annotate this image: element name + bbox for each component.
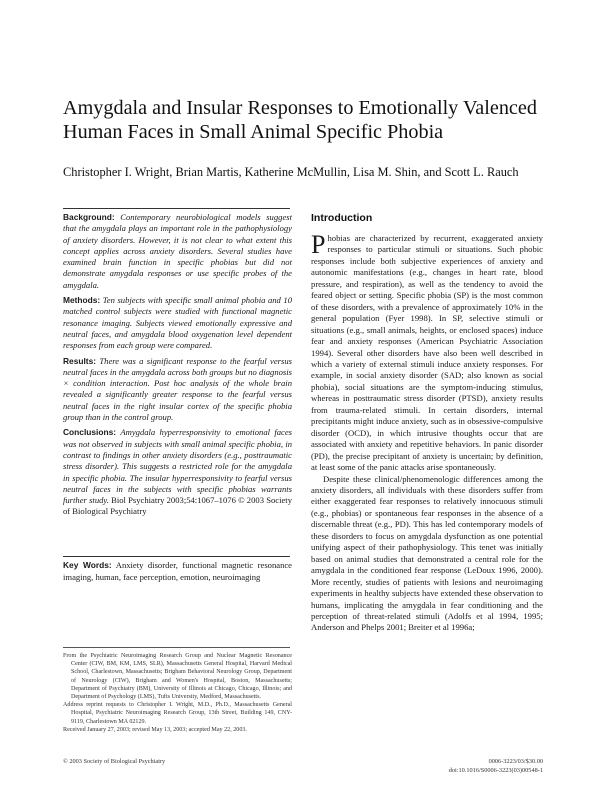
footer-copyright: © 2003 Society of Biological Psychiatry — [63, 758, 166, 765]
affiliations — [63, 652, 292, 734]
keywords-rule — [63, 556, 290, 557]
affiliation-received: Received January 27, 2003; revised May 13, 2003; accepted May 22, 2003. — [63, 726, 247, 733]
abstract-top-rule — [63, 208, 290, 209]
footer-issn: 0006-3223/03/$30.00 — [488, 758, 543, 765]
abstract-methods — [63, 295, 292, 351]
drop-cap: P — [311, 230, 326, 259]
keywords-text: Anxiety disorder, functional magnetic resonance imaging, human, face perception, emotion, neuroimaging — [63, 560, 292, 582]
abstract-background-label: Background: — [63, 212, 115, 222]
introduction-body — [311, 230, 543, 634]
abstract-conclusions-text: Amygdala hyperresponsivity to emotional faces was not observed in subjects with small animal specific phobia, in contrast to findings in other anxiety disorders (e.g., posttraumatic stress disorder). This suggests a restricted role for the amygdala in specific phobia. The insular hyperresponsivity to fearful versus neutral faces in the subjects with specific phobias warrants further study. — [63, 427, 292, 506]
affiliation-address: Address reprint requests to Christopher I. Wright, M.D., Ph.D., Massachusetts General Hospital, Psychiatric Neuroimaging Research Group, 13th Street, Building 149, CNY-9119, Charlestown MA 02129. — [63, 702, 292, 725]
keywords-label: Key Words: — [63, 560, 112, 570]
affiliation-rule — [63, 647, 290, 648]
abstract-background-text: Contemporary neurobiological models suggest that the amygdala plays an important role in the pathophysiology of anxiety disorders. However, it is not clear to what extent this concept applies across anxiety disorders. Several studies have examined brain function in specific phobias but did not demonstrate amygdala responses or use specific probes of the amygdala. — [63, 212, 292, 290]
abstract-citation: Biol Psychiatry 2003;54:1067–1076 © 2003 Society of Biological Psychiatry — [63, 495, 292, 517]
abstract-results — [63, 356, 292, 424]
article-title: Amygdala and Insular Responses to Emotionally Valenced Human Faces in Small Animal Specific Phobia — [63, 97, 537, 143]
abstract-conclusions-label: Conclusions: — [63, 427, 117, 438]
footer-doi: doi:10.1016/S0006-3223(03)00548-1 — [448, 766, 543, 774]
introduction-paragraph-2: Despite these clinical/phenomenologic differences among the anxiety disorders, all individuals with these disorders suffer from either exaggerated fear responses to relatively innocuous stimuli (e.g., phobias) or spontaneous fear responses in the absence of a discernable threat (e.g., PD). This has led contemporary models of these disorders to focus on amygdala dysfunction as one potential unifying aspect of their pathophysiology. This tenet was initially based on animal studies that demonstrated a central role for the amygdala in the conditioned fear response (LeDoux 1996, 2000). More recently, studies of patients with lesions and neuroimaging experiments in healthy subjects have extended these observation to humans, implicating the amygdala in fear conditioning and the perception of threat-related stimuli (Adolfs et al 1994, 1995; Anderson and Phelps 2001; Breiter et al 1996a; — [311, 473, 543, 633]
abstract-conclusions — [63, 427, 292, 517]
abstract-methods-label: Methods: — [63, 295, 101, 306]
abstract-methods-text: Ten subjects with specific small animal phobia and 10 matched control subjects were studied with functional magnetic resonance imaging. Subjects viewed emotionally expressive and neutral faces, and amygdala blood oxygenation level dependent responses from each group were compared. — [63, 295, 292, 351]
abstract — [63, 212, 292, 522]
abstract-results-label: Results: — [63, 355, 97, 366]
keywords — [63, 560, 292, 583]
footer-identifiers — [400, 758, 543, 775]
affiliation-from: From the Psychiatric Neuroimaging Research Group and Nuclear Magnetic Resonance Center (CIW, BM, KM, LMS, SLR), Massachusetts General Hospital, Harvard Medical School, Charlestown, Massachusetts; Brigham Behavioral Neurology Group, Department of Neurology (CIW), Brigham and Women's Hospital, Boston, Massachusetts; Department of Psychiatry (BM), University of Illinois at Chicago, Chicago, Illinois; and Department of Psychology (LMS), Tufts University, Medford, Massachusetts. — [63, 653, 292, 701]
author-list: Christopher I. Wright, Brian Martis, Katherine McMullin, Lisa M. Shin, and Scott L. Rauch — [63, 165, 519, 179]
abstract-background — [63, 212, 292, 291]
abstract-results-text: There was a significant response to the fearful versus neutral faces in the amygdala across both groups but no diagnosis × condition interaction. Post hoc analysis of the whole brain revealed a significantly greater response to the fearful versus neutral faces in the right insular cortex of the specific phobia group than in the control group. — [63, 355, 292, 423]
introduction-heading: Introduction — [311, 212, 373, 224]
introduction-paragraph-1 — [311, 230, 543, 474]
introduction-paragraph-1-text: hobias are characterized by recurrent, exaggerated anxiety responses to particular stimuli or situations. Such phobic responses include both subjective experiences of anxiety and autonomic manifestations (e.g., changes in heart rate, blood pressure, and respiration), as well as the tendency to avoid the feared object or setting. Specific phobia (SP) is the most common of these disorders, with a prevalence of approximately 10% in the general population (Fyer 1998). In SP, selective stimuli or situations (e.g., small animals, heights, or enclosed spaces) induce fear and anxiety responses (American Psychiatric Association 1994). Several other disorders have also been well described in which a variety of external stimuli induce anxiety responses. For example, in social anxiety disorder (SAD; also known as social phobia), social situations are the symptom-inducing stimulus, whereas in posttraumatic stress disorder (PTSD), anxiety results from trauma-related stimuli. In certain disorders, internal precipitants might induce anxiety, such as in obsessive-compulsive disorder (OCD), in which intrusive thoughts occur that are associated with anxiety and repetitive behaviors. In panic disorder (PD), the precise precipitant of anxiety is uncertain; by definition, at least some of the panic attacks arise spontaneously. — [311, 233, 543, 473]
